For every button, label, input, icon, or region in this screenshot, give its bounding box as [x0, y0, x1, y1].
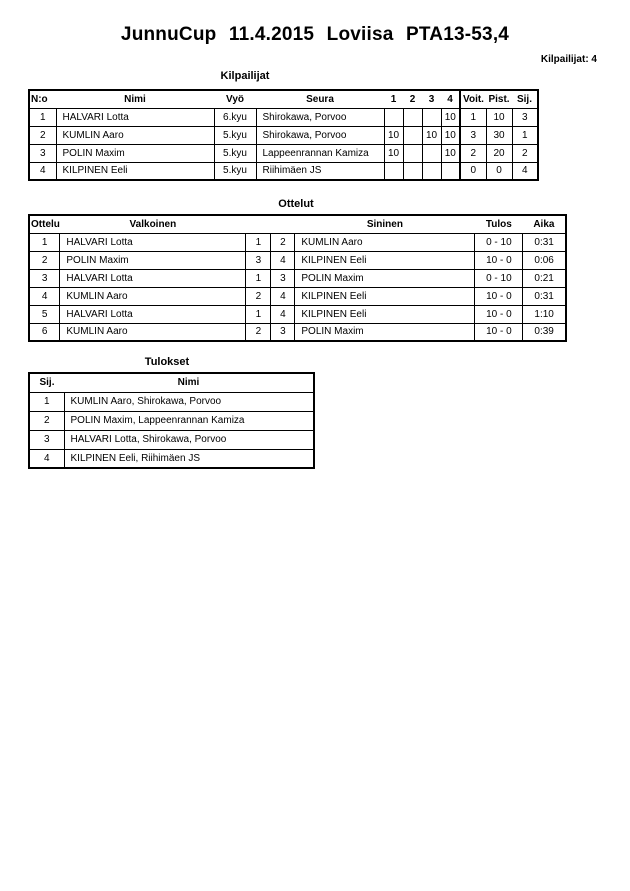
cell-white-name: HALVARI Lotta	[60, 269, 246, 287]
cell-aika: 0:39	[523, 323, 566, 341]
cell-nimi: KILPINEN Eeli, Riihimäen JS	[64, 449, 314, 468]
cell-match-no: 4	[29, 287, 60, 305]
cell-vyo: 5.kyu	[214, 126, 256, 144]
cell-score-3	[422, 162, 441, 180]
cell-white-name: HALVARI Lotta	[60, 233, 246, 251]
cell-tulos: 0 - 10	[475, 233, 523, 251]
match-row	[29, 323, 566, 341]
header-sij: Sij.	[512, 90, 538, 108]
cell-match-no: 5	[29, 305, 60, 323]
page-title: JunnuCup 11.4.2015 Loviisa PTA13-53,4	[120, 24, 510, 45]
cell-aika: 0:31	[523, 233, 566, 251]
cell-tulos: 10 - 0	[475, 251, 523, 269]
cell-pist: 20	[486, 144, 512, 162]
cell-nimi: KILPINEN Eeli	[56, 162, 214, 180]
cell-score-2	[403, 162, 422, 180]
cell-aika: 1:10	[523, 305, 566, 323]
cell-voit: 3	[460, 126, 486, 144]
cell-score-3: 10	[422, 126, 441, 144]
matches-header-row	[29, 215, 566, 233]
cell-sij: 4	[29, 449, 64, 468]
cell-sij: 2	[512, 144, 538, 162]
cell-no: 2	[29, 126, 56, 144]
header-white-no	[246, 215, 271, 233]
cell-voit: 1	[460, 108, 486, 126]
cell-white-name: KUMLIN Aaro	[60, 287, 246, 305]
section-label-tulokset: Tulokset	[144, 356, 190, 368]
cell-tulos: 0 - 10	[475, 269, 523, 287]
cell-score-3	[422, 108, 441, 126]
competitors-header-row	[29, 90, 538, 108]
header-sininen: Sininen	[295, 215, 475, 233]
cell-sij: 1	[29, 392, 64, 411]
cell-score-4: 10	[441, 126, 460, 144]
cell-white-name: HALVARI Lotta	[60, 305, 246, 323]
header-vyo: Vyö	[214, 90, 256, 108]
cell-blue-name: KILPINEN Eeli	[295, 251, 475, 269]
header-opp4: 4	[441, 90, 460, 108]
cell-nimi: KUMLIN Aaro	[56, 126, 214, 144]
cell-voit: 0	[460, 162, 486, 180]
cell-white-no: 2	[246, 287, 271, 305]
cell-score-1	[384, 162, 403, 180]
cell-white-no: 1	[246, 233, 271, 251]
cell-blue-name: POLIN Maxim	[295, 269, 475, 287]
competitor-row	[29, 126, 538, 144]
cell-sij: 3	[512, 108, 538, 126]
cell-aika: 0:21	[523, 269, 566, 287]
cell-tulos: 10 - 0	[475, 323, 523, 341]
header-opp1: 1	[384, 90, 403, 108]
cell-white-name: KUMLIN Aaro	[60, 323, 246, 341]
cell-pist: 0	[486, 162, 512, 180]
cell-sij: 3	[29, 430, 64, 449]
section-label-ottelut: Ottelut	[278, 198, 314, 210]
cell-blue-name: POLIN Maxim	[295, 323, 475, 341]
cell-vyo: 5.kyu	[214, 162, 256, 180]
matches-table	[28, 214, 567, 342]
cell-nimi: POLIN Maxim	[56, 144, 214, 162]
results-header-row	[29, 373, 314, 392]
cell-score-1: 10	[384, 126, 403, 144]
competitor-row	[29, 144, 538, 162]
cell-aika: 0:31	[523, 287, 566, 305]
cell-sij: 4	[512, 162, 538, 180]
header-voit: Voit.	[460, 90, 486, 108]
cell-pist: 10	[486, 108, 512, 126]
cell-voit: 2	[460, 144, 486, 162]
header-nimi: Nimi	[56, 90, 214, 108]
cell-blue-no: 3	[271, 269, 295, 287]
match-row	[29, 287, 566, 305]
cell-aika: 0:06	[523, 251, 566, 269]
header-valkoinen: Valkoinen	[60, 215, 246, 233]
header-no: N:o	[29, 90, 56, 108]
cell-sij: 2	[29, 411, 64, 430]
cell-nimi: HALVARI Lotta, Shirokawa, Porvoo	[64, 430, 314, 449]
cell-match-no: 2	[29, 251, 60, 269]
cell-nimi: POLIN Maxim, Lappeenrannan Kamiza	[64, 411, 314, 430]
match-row	[29, 269, 566, 287]
cell-tulos: 10 - 0	[475, 287, 523, 305]
cell-match-no: 3	[29, 269, 60, 287]
cell-tulos: 10 - 0	[475, 305, 523, 323]
cell-score-4: 10	[441, 108, 460, 126]
cell-no: 4	[29, 162, 56, 180]
cell-blue-no: 4	[271, 305, 295, 323]
competitors-table	[28, 89, 539, 181]
match-row	[29, 251, 566, 269]
cell-blue-no: 4	[271, 287, 295, 305]
competitor-row	[29, 162, 538, 180]
cell-white-no: 1	[246, 269, 271, 287]
cell-seura: Shirokawa, Porvoo	[256, 108, 384, 126]
match-row	[29, 233, 566, 251]
cell-match-no: 6	[29, 323, 60, 341]
header-blue-no	[271, 215, 295, 233]
cell-seura: Shirokawa, Porvoo	[256, 126, 384, 144]
cell-nimi: KUMLIN Aaro, Shirokawa, Porvoo	[64, 392, 314, 411]
cell-blue-no: 4	[271, 251, 295, 269]
competitors-count: Kilpailijat: 4	[540, 54, 597, 65]
cell-blue-name: KUMLIN Aaro	[295, 233, 475, 251]
cell-score-4	[441, 162, 460, 180]
cell-sij: 1	[512, 126, 538, 144]
cell-match-no: 1	[29, 233, 60, 251]
cell-score-1	[384, 108, 403, 126]
cell-score-2	[403, 126, 422, 144]
cell-score-3	[422, 144, 441, 162]
section-label-kilpailijat: Kilpailijat	[220, 70, 270, 82]
cell-seura: Lappeenrannan Kamiza	[256, 144, 384, 162]
cell-white-no: 2	[246, 323, 271, 341]
header-aika: Aika	[523, 215, 566, 233]
cell-seura: Riihimäen JS	[256, 162, 384, 180]
result-row	[29, 449, 314, 468]
header-sij: Sij.	[29, 373, 64, 392]
cell-no: 1	[29, 108, 56, 126]
cell-pist: 30	[486, 126, 512, 144]
header-opp2: 2	[403, 90, 422, 108]
cell-score-4: 10	[441, 144, 460, 162]
result-row	[29, 430, 314, 449]
cell-nimi: HALVARI Lotta	[56, 108, 214, 126]
cell-vyo: 6.kyu	[214, 108, 256, 126]
cell-blue-no: 2	[271, 233, 295, 251]
header-pist: Pist.	[486, 90, 512, 108]
header-tulos: Tulos	[475, 215, 523, 233]
result-row	[29, 392, 314, 411]
header-nimi: Nimi	[64, 373, 314, 392]
competitor-row	[29, 108, 538, 126]
cell-score-2	[403, 144, 422, 162]
result-row	[29, 411, 314, 430]
cell-blue-no: 3	[271, 323, 295, 341]
cell-white-no: 1	[246, 305, 271, 323]
cell-white-no: 3	[246, 251, 271, 269]
match-row	[29, 305, 566, 323]
cell-score-2	[403, 108, 422, 126]
cell-white-name: POLIN Maxim	[60, 251, 246, 269]
header-opp3: 3	[422, 90, 441, 108]
cell-score-1: 10	[384, 144, 403, 162]
cell-blue-name: KILPINEN Eeli	[295, 287, 475, 305]
cell-vyo: 5.kyu	[214, 144, 256, 162]
results-table	[28, 372, 315, 469]
header-ottelu: Ottelu	[29, 215, 60, 233]
cell-no: 3	[29, 144, 56, 162]
header-seura: Seura	[256, 90, 384, 108]
cell-blue-name: KILPINEN Eeli	[295, 305, 475, 323]
